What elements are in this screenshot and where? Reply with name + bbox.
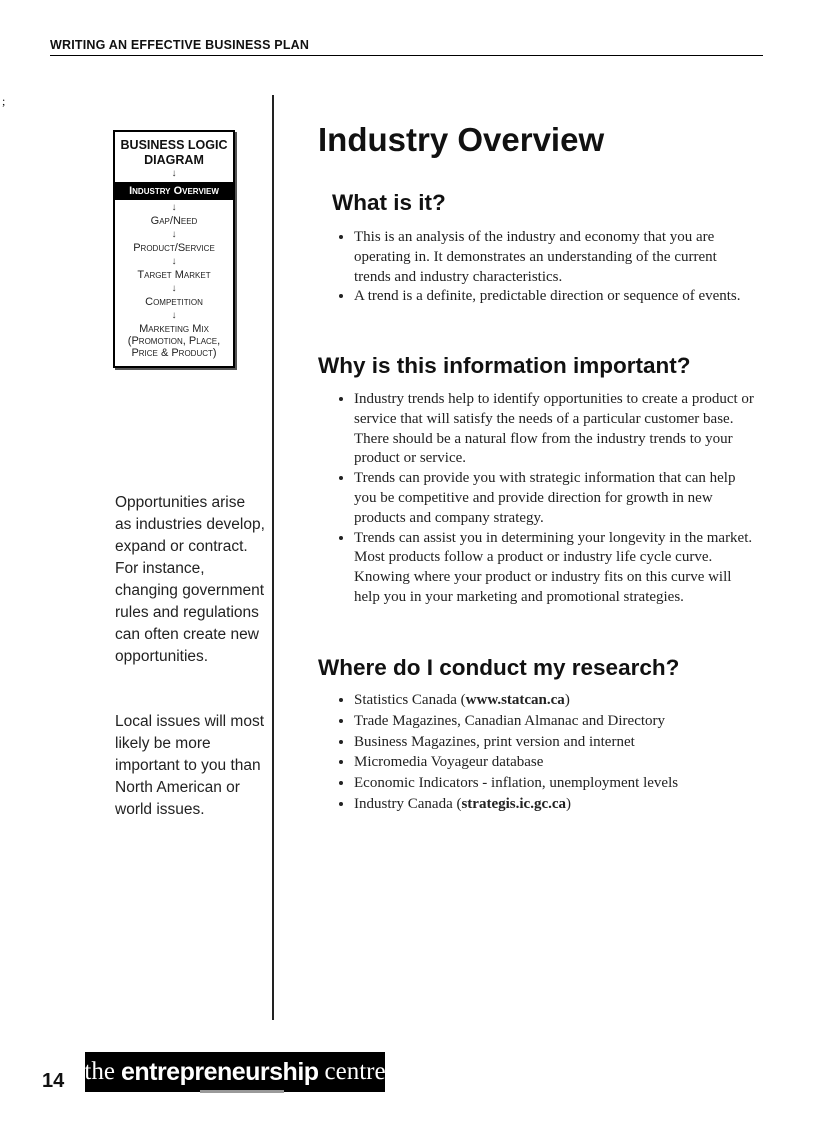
diagram-step-industry-overview: Industry Overview (115, 182, 233, 200)
why-list (332, 390, 754, 608)
page-number: 14 (42, 1070, 65, 1092)
strategis-link[interactable]: strategis.ic.gc.ca (461, 795, 567, 812)
down-arrow-icon: ↓ (171, 256, 177, 267)
diagram-step-product-service: Product/Service (133, 242, 215, 254)
down-arrow-icon: ↓ (171, 229, 177, 240)
stray-mark: ; (2, 94, 6, 108)
list-item-text: Statistics Canada ( (354, 692, 466, 708)
down-arrow-icon: ↓ (171, 310, 177, 321)
list-item: • Trends can assist you in determining your longevity in the market. Most products follow a product or industry life cycle curve. Knowing where your product or industry fits on this curve will help you in your marketing and promotional strategies. (354, 529, 754, 608)
list-item: • Industry trends help to identify opportunities to create a product or service that will satisfy the needs of a particular customer base. There should be a natural flow from the industry trends to your product or service. (354, 390, 754, 469)
sidebar-note-opportunities: Opportunities arise as industries develop, expand or contract. For instance, changing government rules and regulations can often create new opportunities. (115, 494, 265, 665)
list-item (354, 794, 754, 815)
list-item-text: ) (566, 795, 572, 812)
diagram-step-gap-need: Gap/Need (150, 215, 198, 227)
diagram-title: BUSINESS LOGIC DIAGRAM (120, 138, 228, 167)
what-list (332, 228, 754, 307)
logo-word-entrepreneurship: entrepreneurship (120, 1057, 319, 1086)
list-item: • This is an analysis of the industry and economy that you are operating in. It demonstrates an understanding of the current trends and industry characteristics. (354, 228, 754, 287)
main-content (318, 120, 758, 812)
where-list (332, 690, 754, 815)
section-heading-why: Why is this information important? (318, 353, 691, 378)
entrepreneurship-centre-logo (85, 1052, 385, 1092)
list-item: • Trade Magazines, Canadian Almanac and Directory (354, 711, 754, 732)
running-header: WRITING AN EFFECTIVE BUSINESS PLAN (50, 38, 763, 56)
column-divider (272, 95, 274, 1020)
diagram-step-target-market: Target Market (137, 269, 211, 281)
down-arrow-icon: ↓ (171, 202, 177, 213)
list-item-text: ) (564, 692, 570, 708)
sidebar-note-local-issues: Local issues will most likely be more important to you than North American or world issues. (115, 713, 265, 818)
list-item: • Economic Indicators - inflation, unemployment levels (354, 773, 754, 794)
logo-word-the: the (84, 1058, 115, 1085)
statcan-link[interactable]: www.statcan.ca (465, 692, 565, 708)
list-item: • Trends can provide you with strategic information that can help you be competitive and provide direction for growth in new products and company strategy. (354, 469, 754, 528)
diagram-step-competition: Competition (145, 296, 203, 308)
list-item-text: Industry Canada ( (354, 795, 462, 812)
page-title: Industry Overview (318, 121, 605, 158)
section-heading-what: What is it? (332, 190, 446, 215)
list-item: • Micromedia Voyageur database (354, 752, 754, 773)
diagram-step-marketing-mix: Marketing Mix (Promotion, Place, Price & Product) (127, 323, 221, 359)
down-arrow-icon: ↓ (171, 168, 177, 179)
business-logic-diagram (113, 130, 235, 368)
section-heading-where: Where do I conduct my research? (318, 655, 680, 680)
logo-word-centre: centre (324, 1058, 386, 1085)
down-arrow-icon: ↓ (171, 283, 177, 294)
list-item: • Business Magazines, print version and internet (354, 732, 754, 753)
list-item (354, 690, 754, 711)
logo-underline (200, 1090, 284, 1093)
list-item: • A trend is a definite, predictable direction or sequence of events. (354, 287, 754, 307)
